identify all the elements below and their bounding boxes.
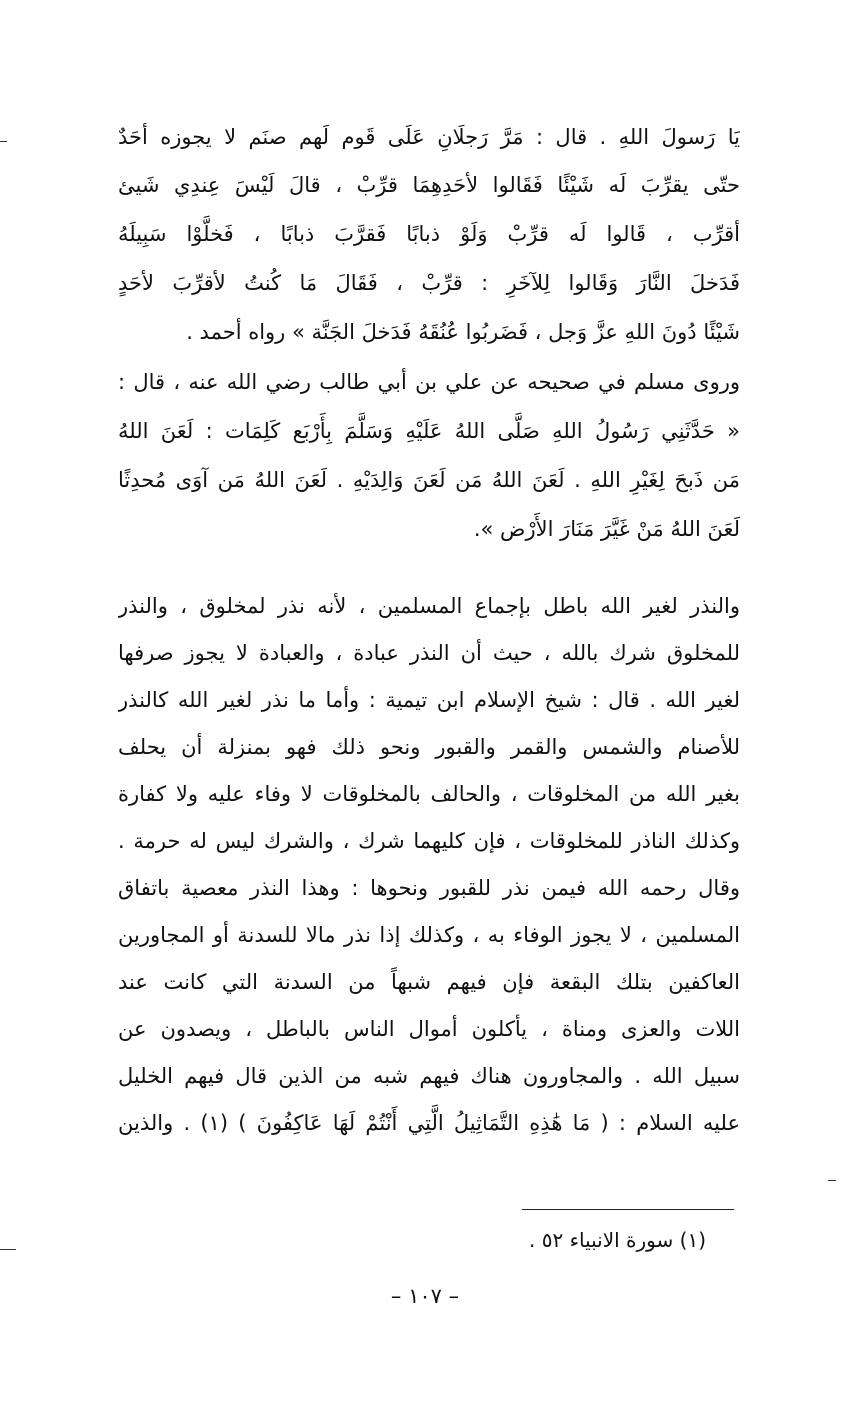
- hadith-paragraph: [118, 105, 740, 543]
- page-number: – ١٠٧ –: [390, 1284, 460, 1308]
- text-line: بغير الله من المخلوقات ، والحالف بالمخلوقات لا وفاء عليه ولا كفارة: [118, 782, 740, 806]
- text-line: وقال رحمه الله فيمن نذر للقبور ونحوها : وهذا النذر معصية باتفاق: [118, 876, 740, 900]
- text-line: يَا رَسولَ اللهِ . قال : مَرَّ رَجلَانِ عَلَى قَوم لَهم صنَم لا يجوزه أحَدٌ: [118, 125, 740, 149]
- text-line: والنذر لغير الله باطل بإجماع المسلمين ، لأنه نذر لمخلوق ، والنذر: [118, 594, 740, 618]
- text-line: سبيل الله . والمجاورون هناك فيهم شبه من الذين قال فيهم الخليل: [118, 1064, 740, 1088]
- scan-speck: [0, 1249, 16, 1250]
- footnote-separator: [522, 1209, 734, 1210]
- text-line: مَن ذَبحَ لِغَيْرِ اللهِ . لَعَنَ اللهُ مَن لَعَنَ وَالِدَيْهِ . لَعَنَ اللهُ مَن آوَى مُحدِثًا: [118, 468, 740, 492]
- nadhr-paragraph: [118, 578, 740, 1172]
- text-line: وكذلك الناذر للمخلوقات ، فإن كليهما شرك ، والشرك ليس له حرمة .: [118, 829, 740, 853]
- scan-speck: [828, 1180, 836, 1181]
- text-line: فَدَخلَ النَّارَ وَقَالوا لِلآخَرِ : قرِّبْ ، فَقَالَ مَا كُنتُ لأقرِّبَ لأحَدٍ: [118, 271, 740, 295]
- text-line: أقرِّب ، قَالوا لَه قرِّبْ وَلَوْ ذبابًا فَقرَّبَ ذبابًا ، فَخلَّوْا سَبِيلَهُ: [118, 222, 740, 246]
- text-line: لَعَنَ اللهُ مَنْ غَيَّرَ مَنَارَ الأَرْض ».: [473, 517, 740, 541]
- text-line: عليه السلام : ( مَا هَٰذِهِ التَّمَاثِيلُ الَّتِي أَنْتُمْ لَهَا عَاكِفُونَ ) (١) . والذين: [118, 1111, 740, 1135]
- text-line: حتّى يقرِّبَ لَه شَيْئًا فَقَالوا لأحَدِهِمَا قرِّبْ ، قالَ لَيْسَ عِندِي شَيئ: [118, 173, 740, 197]
- text-line: المسلمين ، لا يجوز الوفاء به ، وكذلك إذا نذر مالا للسدنة أو المجاورين: [118, 923, 740, 947]
- text-line: للأصنام والشمس والقمر والقبور ونحو ذلك فهو بمنزلة أن يحلف: [118, 735, 740, 759]
- text-line: لغير الله . قال : شيخ الإسلام ابن تيمية : وأما ما نذر لغير الله كالنذر: [118, 688, 740, 712]
- text-line: « حَدَّثَنِي رَسُولُ اللهِ صَلَّى اللهُ عَلَيْهِ وَسَلَّمَ بِأَرْبَع كَلِمَات : لَعَنَ اللهُ: [118, 419, 740, 443]
- text-line: وروى مسلم في صحيحه عن علي بن أبي طالب رضي الله عنه ، قال :: [118, 370, 740, 394]
- text-line: شَيْئًا دُونَ اللهِ عزَّ وَجل ، فَضَربُوا عُنُقَهُ فَدَخلَ الجَنَّة » رواه أحمد .: [186, 320, 740, 344]
- text-line: اللات والعزى ومناة ، يأكلون أموال الناس بالباطل ، ويصدون عن: [118, 1017, 740, 1041]
- text-line: العاكفين بتلك البقعة فإن فيهم شبهاً من السدنة التي كانت عند: [118, 970, 740, 994]
- footnote: (١) سورة الانبياء ٥٢ .: [529, 1228, 706, 1252]
- text-line: للمخلوق شرك بالله ، حيث أن النذر عبادة ، والعبادة لا يجوز صرفها: [118, 641, 740, 665]
- scan-speck: [0, 141, 7, 142]
